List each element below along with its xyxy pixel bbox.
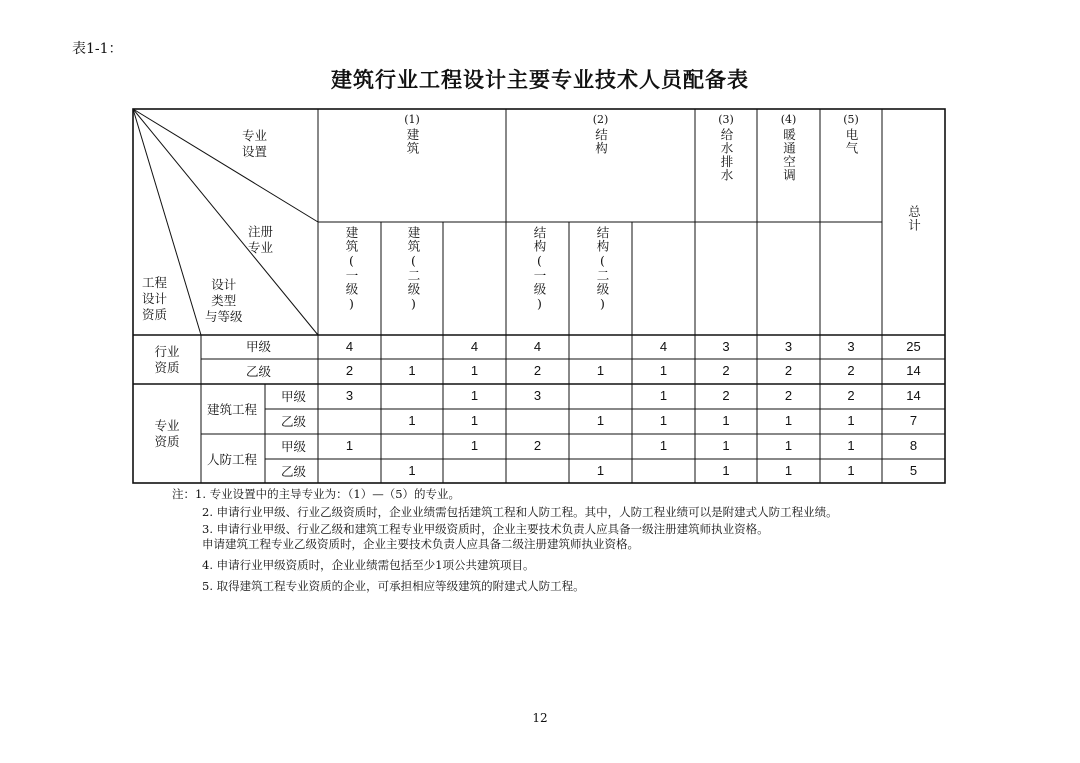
page-number: 12	[532, 711, 548, 725]
table-cell: 3	[722, 339, 730, 354]
table-cell: 3	[847, 339, 855, 354]
group-header-electrical: (5) 电气	[843, 113, 859, 155]
table-cell: 2	[533, 438, 542, 453]
table-cell: 1	[470, 363, 479, 378]
table-cell: 1	[784, 463, 793, 478]
table-cell: 1	[847, 463, 855, 478]
table-cell: 2	[847, 388, 855, 403]
group-header-hvac: (4) 暖通空调	[780, 113, 797, 182]
total-header: 总计	[906, 205, 922, 232]
table-notes	[172, 486, 838, 595]
table-cell: 1	[596, 463, 605, 478]
grade-label: 乙级	[246, 364, 272, 379]
table-cell: 2	[533, 363, 542, 378]
table-cell: 5	[909, 463, 918, 478]
table-cell: 4	[659, 339, 668, 354]
table-cell: 4	[470, 339, 479, 354]
table-cell: 2	[345, 363, 354, 378]
table-cell: 7	[909, 413, 918, 428]
table-cell: 1	[345, 438, 354, 453]
grade-label: 甲级	[281, 389, 307, 404]
table-cell: 1	[784, 438, 793, 453]
table-cell: 2	[722, 388, 730, 403]
subcol-structure-grade1: 结构(一级)	[532, 226, 547, 312]
document-title: 建筑行业工程设计主要专业技术人员配备表	[331, 68, 749, 92]
table-cell: 1	[847, 438, 855, 453]
group-header-structure: (2) 结构	[592, 113, 609, 155]
table-cell: 1	[722, 438, 730, 453]
group-header-architecture: (1) 建筑	[404, 113, 420, 155]
table-cell: 1	[722, 463, 730, 478]
table-cell: 14	[906, 388, 921, 403]
note-line: 2. 申请行业甲级、行业乙级资质时，企业业绩需包括建筑工程和人防工程。其中，人防工程业绩可以是附建式人防工程业绩。	[202, 504, 838, 519]
note-line: 3. 申请行业甲级、行业乙级和建筑工程专业甲级资质时，企业主要技术负责人应具备一级注册建筑师执业资格。	[202, 522, 769, 536]
table-cell: 1	[596, 363, 605, 378]
table-cell: 1	[408, 363, 416, 378]
table-cell: 2	[722, 363, 730, 378]
table-label: 表1-1：	[72, 41, 123, 57]
grade-label: 乙级	[281, 464, 307, 479]
grade-label: 甲级	[281, 439, 307, 454]
table-cell: 1	[784, 413, 793, 428]
rowgroup-special-qualification: 专业 资质	[154, 418, 180, 449]
subcol-structure-grade2: 结构(二级)	[595, 226, 610, 312]
table-cell: 2	[847, 363, 855, 378]
note-line: 注：1. 专业设置中的主导专业为：（1）—（5）的专业。	[172, 487, 461, 501]
table-cell: 3	[345, 388, 354, 403]
note-line: 5. 取得建筑工程专业资质的企业，可承担相应等级建筑的附建式人防工程。	[202, 578, 585, 593]
note-line: 申请建筑工程专业乙级资质时，企业主要技术负责人应具备二级注册建筑师执业资格。	[202, 536, 639, 551]
table-cell: 4	[345, 339, 354, 354]
table-cell: 1	[659, 363, 668, 378]
rowgroup-industry-qualification: 行业 资质	[154, 344, 180, 375]
subcol-architecture-grade1: 建筑(一级)	[344, 226, 359, 312]
table-cell: 1	[408, 413, 416, 428]
table-cell: 1	[659, 438, 668, 453]
grade-label: 甲级	[246, 339, 272, 354]
table-cell: 2	[784, 388, 793, 403]
table-cell: 1	[596, 413, 605, 428]
table-cell: 1	[659, 388, 668, 403]
table-cell: 14	[906, 363, 921, 378]
table-cell: 1	[722, 413, 730, 428]
corner-specialty-setting: 专业 设置	[242, 128, 268, 159]
corner-qualification: 工程 设计 资质	[142, 275, 168, 322]
table-cell: 1	[470, 413, 479, 428]
table-cell: 1	[847, 413, 855, 428]
table-cell: 8	[909, 438, 918, 453]
table-cell: 1	[470, 438, 479, 453]
table-cell: 4	[533, 339, 542, 354]
corner-registered-specialty: 注册 专业	[248, 224, 274, 255]
table-cell: 3	[784, 339, 793, 354]
table-cell: 1	[470, 388, 479, 403]
table-cell: 25	[906, 339, 921, 354]
rowgroup-civil-defense-engineering: 人防工程	[207, 452, 258, 467]
rowgroup-building-engineering: 建筑工程	[207, 402, 258, 417]
table-cell: 3	[533, 388, 542, 403]
table-cell: 2	[784, 363, 793, 378]
table-cell: 1	[408, 463, 416, 478]
note-line: 4. 申请行业甲级资质时，企业业绩需包括至少1项公共建筑项目。	[202, 558, 535, 572]
table-cell: 1	[659, 413, 668, 428]
subcol-architecture-grade2: 建筑(二级)	[406, 226, 421, 312]
corner-design-type: 设计 类型 与等级	[205, 277, 243, 324]
grade-label: 乙级	[281, 414, 307, 429]
group-header-water: (3) 给水排水	[718, 113, 734, 182]
